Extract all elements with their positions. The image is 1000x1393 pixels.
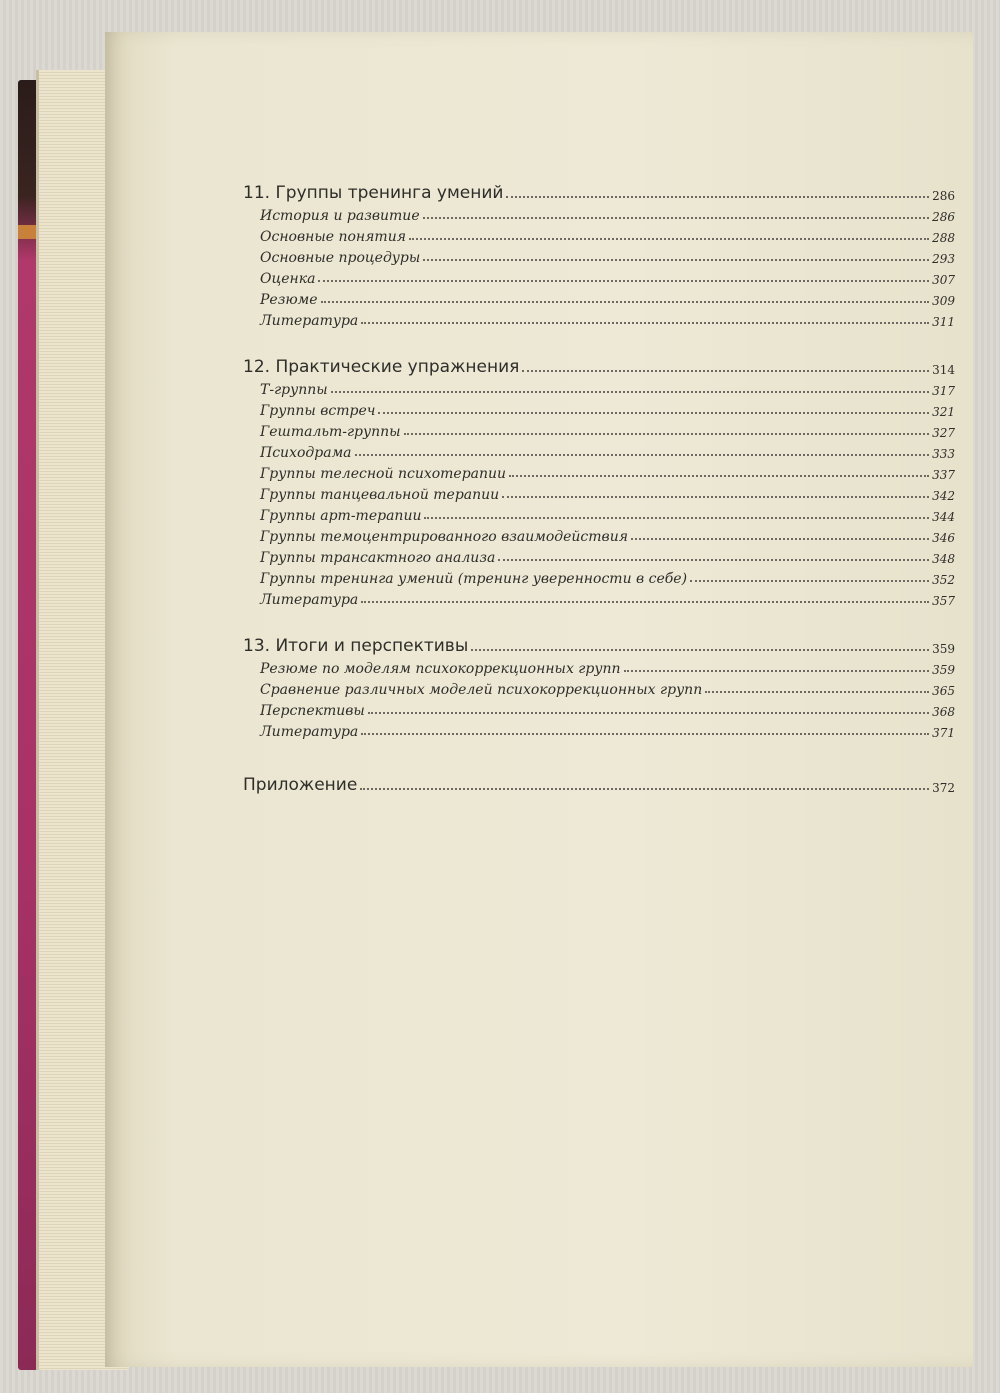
chapter-13: [243, 629, 955, 740]
section-title: Перспективы: [260, 703, 365, 719]
section-title: Основные процедуры: [260, 250, 421, 266]
section-title: Т-группы: [260, 382, 328, 398]
page-number: 286: [932, 210, 955, 224]
dot-leader: [471, 649, 929, 651]
page-number: 307: [932, 273, 955, 287]
section-title: Группы трансактного анализа: [260, 550, 496, 566]
page-number: 317: [932, 384, 955, 398]
section-entry: [243, 524, 955, 545]
section-entry: [243, 677, 955, 698]
dot-leader: [378, 412, 929, 414]
page-number: 372: [932, 781, 955, 795]
section-title: Основные понятия: [260, 229, 406, 245]
page-number: 337: [932, 468, 955, 482]
section-title: Литература: [260, 313, 359, 329]
page-number: 352: [932, 573, 955, 587]
dot-leader: [423, 217, 929, 219]
page-number: 309: [932, 294, 955, 308]
section-entry: [243, 245, 955, 266]
chapter-title: 11. Группы тренинга умений: [243, 183, 504, 203]
section-title: Литература: [260, 724, 359, 740]
section-title: Группы встреч: [260, 403, 376, 419]
dot-leader: [690, 580, 929, 582]
page-number: 359: [932, 663, 955, 677]
dot-leader: [705, 691, 929, 693]
section-entry: [243, 545, 955, 566]
section-entry: [243, 503, 955, 524]
dot-leader: [355, 454, 930, 456]
section-entry: [243, 719, 955, 740]
page-number: 342: [932, 489, 955, 503]
page-number: 346: [932, 531, 955, 545]
appendix-title: Приложение: [243, 775, 358, 795]
dot-leader: [361, 322, 929, 324]
dot-leader: [321, 301, 930, 303]
page-number: 357: [932, 594, 955, 608]
page-number: 311: [932, 315, 955, 329]
section-entry: [243, 377, 955, 398]
dot-leader: [506, 196, 929, 198]
section-entry: [243, 419, 955, 440]
dot-leader: [424, 517, 929, 519]
dot-leader: [631, 538, 929, 540]
section-entry: [243, 482, 955, 503]
section-title: Группы телесной психотерапии: [260, 466, 507, 482]
section-entry: [243, 398, 955, 419]
appendix: [243, 768, 955, 795]
section-title: Группы темоцентрированного взаимодействия: [260, 529, 628, 545]
page-number: 365: [932, 684, 955, 698]
dot-leader: [409, 238, 929, 240]
section-title: Группы танцевальной терапии: [260, 487, 500, 503]
section-entry: [243, 440, 955, 461]
dot-leader: [498, 559, 929, 561]
chapter-12: [243, 350, 955, 608]
section-entry: [243, 287, 955, 308]
section-entry: [243, 266, 955, 287]
dot-leader: [361, 733, 929, 735]
dot-leader: [318, 280, 929, 282]
page-number: 359: [932, 642, 955, 656]
dot-leader: [509, 475, 929, 477]
section-entry: [243, 203, 955, 224]
dot-leader: [624, 670, 930, 672]
section-title: Оценка: [260, 271, 316, 287]
page-number: 286: [932, 189, 955, 203]
section-title: Группы тренинга умений (тренинг уверенности в себе): [260, 571, 688, 587]
section-entry: [243, 587, 955, 608]
section-entry: [243, 308, 955, 329]
chapter-title: 13. Итоги и перспективы: [243, 636, 469, 656]
section-title: Группы арт-терапии: [260, 508, 422, 524]
section-entry: [243, 224, 955, 245]
appendix-entry: [243, 768, 955, 795]
page-number: 327: [932, 426, 955, 440]
section-entry: [243, 566, 955, 587]
dot-leader: [423, 259, 929, 261]
page-number: 333: [932, 447, 955, 461]
page-number: 288: [932, 231, 955, 245]
section-title: Резюме: [260, 292, 318, 308]
dot-leader: [404, 433, 930, 435]
chapter-heading: [243, 629, 955, 656]
section-title: Резюме по моделям психокоррекционных групп: [260, 661, 621, 677]
page-number: 293: [932, 252, 955, 266]
chapter-title: 12. Практические упражнения: [243, 357, 520, 377]
section-title: История и развитие: [260, 208, 420, 224]
chapter-heading: [243, 350, 955, 377]
section-entry: [243, 656, 955, 677]
section-entry: [243, 698, 955, 719]
page-number: 371: [932, 726, 955, 740]
dot-leader: [360, 788, 929, 790]
section-entry: [243, 461, 955, 482]
section-title: Сравнение различных моделей психокоррекционных групп: [260, 682, 703, 698]
dot-leader: [522, 370, 929, 372]
dot-leader: [331, 391, 929, 393]
section-title: Гештальт-группы: [260, 424, 401, 440]
chapter-heading: [243, 176, 955, 203]
dot-leader: [361, 601, 929, 603]
section-title: Психодрама: [260, 445, 352, 461]
page-number: 368: [932, 705, 955, 719]
page-number: 321: [932, 405, 955, 419]
dot-leader: [368, 712, 929, 714]
chapter-11: [243, 176, 955, 329]
page-number: 348: [932, 552, 955, 566]
table-of-contents: [243, 176, 955, 816]
page-number: 344: [932, 510, 955, 524]
section-title: Литература: [260, 592, 359, 608]
page-number: 314: [932, 363, 955, 377]
dot-leader: [502, 496, 929, 498]
